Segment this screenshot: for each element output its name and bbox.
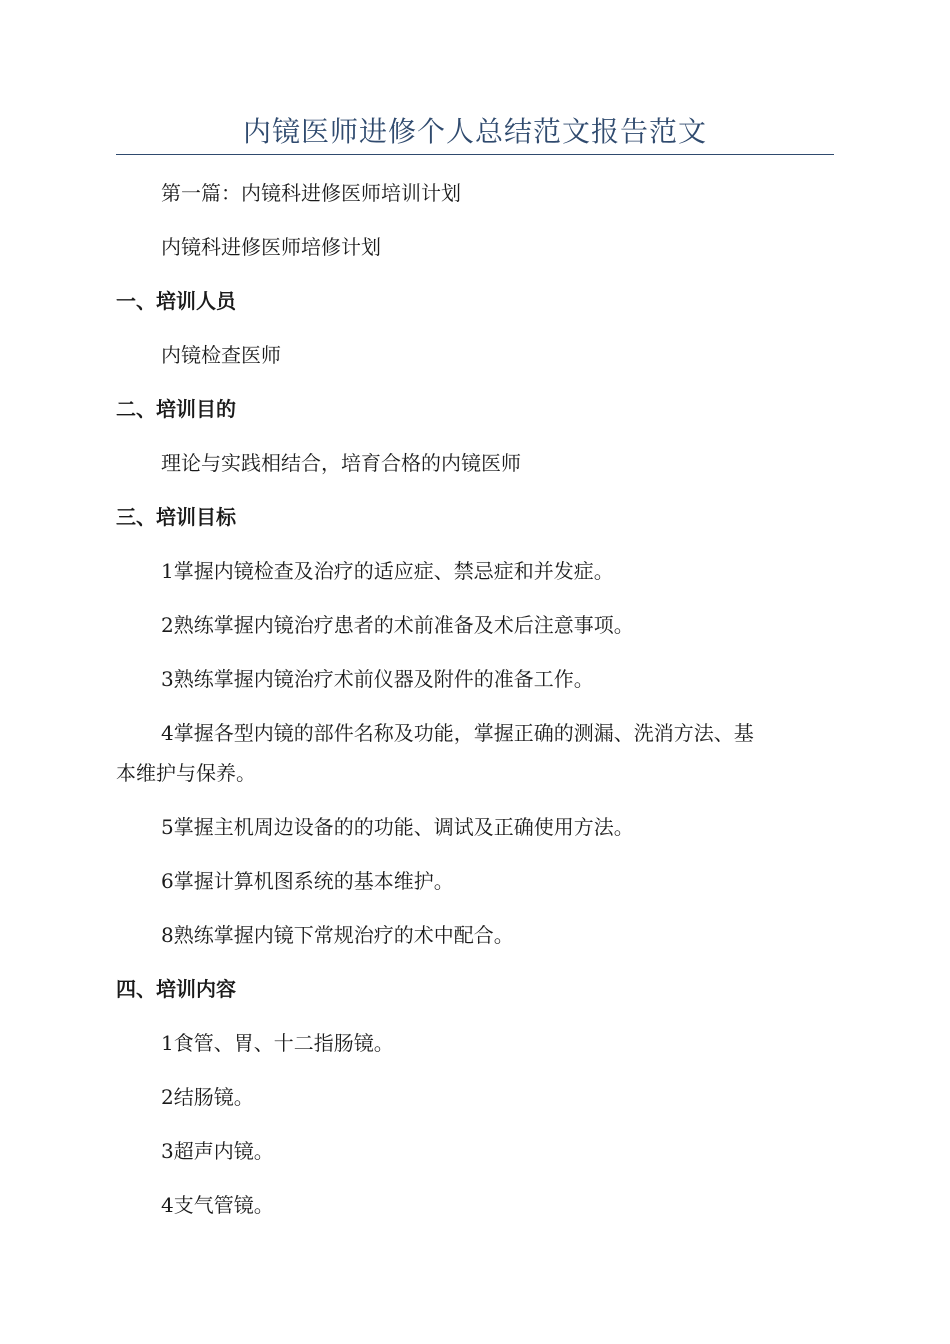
goal-item-2: 2熟练掌握内镜治疗患者的术前准备及术后注意事项。	[161, 613, 634, 637]
goal-item-1: 1掌握内镜检查及治疗的适应症、禁忌症和并发症。	[161, 559, 614, 583]
goal-item-3: 3熟练掌握内镜治疗术前仪器及附件的准备工作。	[161, 667, 594, 691]
goal-item-6: 6掌握计算机图系统的基本维护。	[161, 869, 454, 893]
section-heading-purpose: 二、培训目的	[116, 397, 236, 421]
goal-item-8: 8熟练掌握内镜下常规治疗的术中配合。	[161, 923, 514, 947]
paragraph-plan-title: 内镜科进修医师培修计划	[161, 235, 381, 259]
document-title: 内镜医师进修个人总结范文报告范文	[242, 115, 707, 148]
paragraph-chapter-title: 第一篇：内镜科进修医师培训计划	[161, 181, 461, 205]
content-item-2: 2结肠镜。	[161, 1085, 254, 1109]
content-item-3: 3超声内镜。	[161, 1139, 274, 1163]
goal-item-5: 5掌握主机周边设备的的功能、调试及正确使用方法。	[161, 815, 634, 839]
goal-item-4-line2: 本维护与保养。	[116, 761, 256, 785]
title-underline	[116, 154, 834, 155]
section-heading-content: 四、培训内容	[116, 977, 236, 1001]
paragraph-personnel: 内镜检查医师	[161, 343, 281, 367]
goal-item-4-line1: 4掌握各型内镜的部件名称及功能，掌握正确的测漏、洗消方法、基	[161, 721, 754, 745]
content-item-4: 4支气管镜。	[161, 1193, 274, 1217]
section-heading-personnel: 一、培训人员	[116, 289, 236, 313]
content-item-1: 1食管、胃、十二指肠镜。	[161, 1031, 394, 1055]
section-heading-goals: 三、培训目标	[116, 505, 236, 529]
paragraph-purpose: 理论与实践相结合，培育合格的内镜医师	[161, 451, 521, 475]
